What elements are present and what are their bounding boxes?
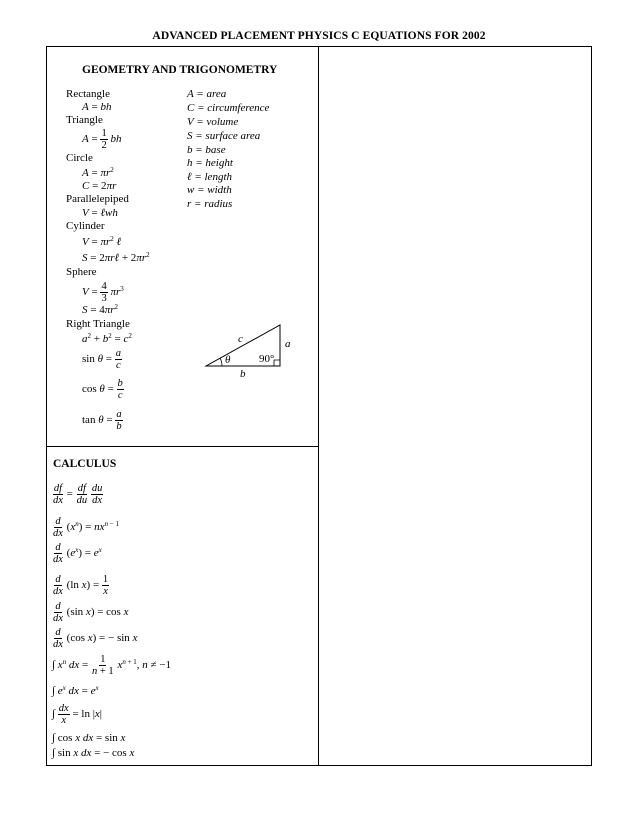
exp-integral-formula: ∫ $e^x$ dx = $e^x$ — [52, 684, 99, 697]
right-angle-label: 90° — [259, 353, 275, 365]
log-derivative-formula: $\frac{d}{dx}$ (ln x) = $\frac{1}{x}$ — [53, 574, 109, 597]
right-triangle-diagram — [200, 320, 300, 382]
legend-height: h = height — [187, 157, 233, 169]
cos-integral-formula: ∫ cos x dx = sin x — [52, 732, 126, 744]
legend-base: b = base — [187, 144, 226, 156]
legend-area: A = area — [187, 88, 227, 100]
pythagorean-formula: $a^2 + b^2 = c^2$ — [82, 332, 132, 345]
calculus-section-title: CALCULUS — [53, 458, 117, 470]
cosine-formula: cos θ = $\frac{b}{c}$ — [82, 378, 123, 401]
right-angle-marker — [274, 360, 280, 366]
sin-integral-formula: ∫ sin x dx = − cos x — [52, 747, 135, 759]
circle-circumference-formula: C = 2πr — [82, 180, 117, 192]
geometry-section-title: GEOMETRY AND TRIGONOMETRY — [82, 64, 278, 76]
page-title: ADVANCED PLACEMENT PHYSICS C EQUATIONS FOR 2002 — [152, 30, 486, 42]
rectangle-area-formula: A = bh — [82, 101, 112, 113]
cos-derivative-formula: $\frac{d}{dx}$ (cos x) = − sin x — [53, 627, 138, 650]
legend-radius: r = radius — [187, 198, 233, 210]
column-divider — [318, 46, 319, 765]
log-integral-formula: ∫ $\frac{dx}{x}$ = ln |x| — [52, 703, 102, 726]
legend-length: ℓ = length — [187, 171, 232, 183]
sphere-label: Sphere — [66, 266, 97, 278]
sin-derivative-formula: $\frac{d}{dx}$ (sin x) = cos x — [53, 601, 129, 624]
legend-width: w = width — [187, 184, 232, 196]
sine-formula: sin θ = $\frac{a}{c}$ — [82, 348, 121, 371]
right-triangle-label: Right Triangle — [66, 318, 130, 330]
exp-derivative-formula: $\frac{d}{dx}$ $(e^x) = e^x$ — [53, 542, 102, 565]
rectangle-label: Rectangle — [66, 88, 110, 100]
legend-volume: V = volume — [187, 116, 239, 128]
adjacent-side-label: b — [240, 368, 246, 380]
tangent-formula: tan θ = $\frac{a}{b}$ — [82, 409, 122, 432]
theta-label: θ — [225, 354, 231, 366]
power-integral-formula: ∫ $x^n$ dx = $\frac{1}{n + 1}$ $x^{n + 1}$, n ≠ −1 — [52, 654, 172, 677]
cylinder-label: Cylinder — [66, 220, 105, 232]
row-divider — [46, 446, 319, 447]
circle-area-formula: $A = \pi r^2$ — [82, 166, 114, 179]
triangle-area-formula: A = $\frac{1}{2}$ bh — [82, 128, 122, 151]
sphere-surface-formula: $S = 4\pi r^2$ — [82, 303, 119, 316]
theta-arc — [220, 358, 222, 366]
circle-label: Circle — [66, 152, 93, 164]
chain-rule-formula: $\frac{df}{dx}$ = $\frac{df}{du}$ $\frac{du}{dx}$ — [53, 483, 103, 506]
cylinder-surface-formula: S = 2πrℓ + $2\pi r^2$ — [82, 251, 150, 264]
sphere-volume-formula: V = $\frac{4}{3}$ $\pi r^3$ — [82, 281, 124, 304]
opposite-side-label: a — [285, 338, 291, 350]
cylinder-volume-formula: $V = \pi r^2$ ℓ — [82, 235, 122, 248]
hypotenuse-label: c — [238, 333, 243, 345]
legend-surface-area: S = surface area — [187, 130, 261, 142]
legend-circumference: C = circumference — [187, 102, 270, 114]
triangle-label: Triangle — [66, 114, 103, 126]
parallelepiped-label: Parallelepiped — [66, 193, 129, 205]
parallelepiped-volume-formula: V = ℓwh — [82, 207, 118, 219]
power-derivative-formula: $\frac{d}{dx}$ $(x^n) = nx^{n - 1}$ — [53, 516, 119, 539]
